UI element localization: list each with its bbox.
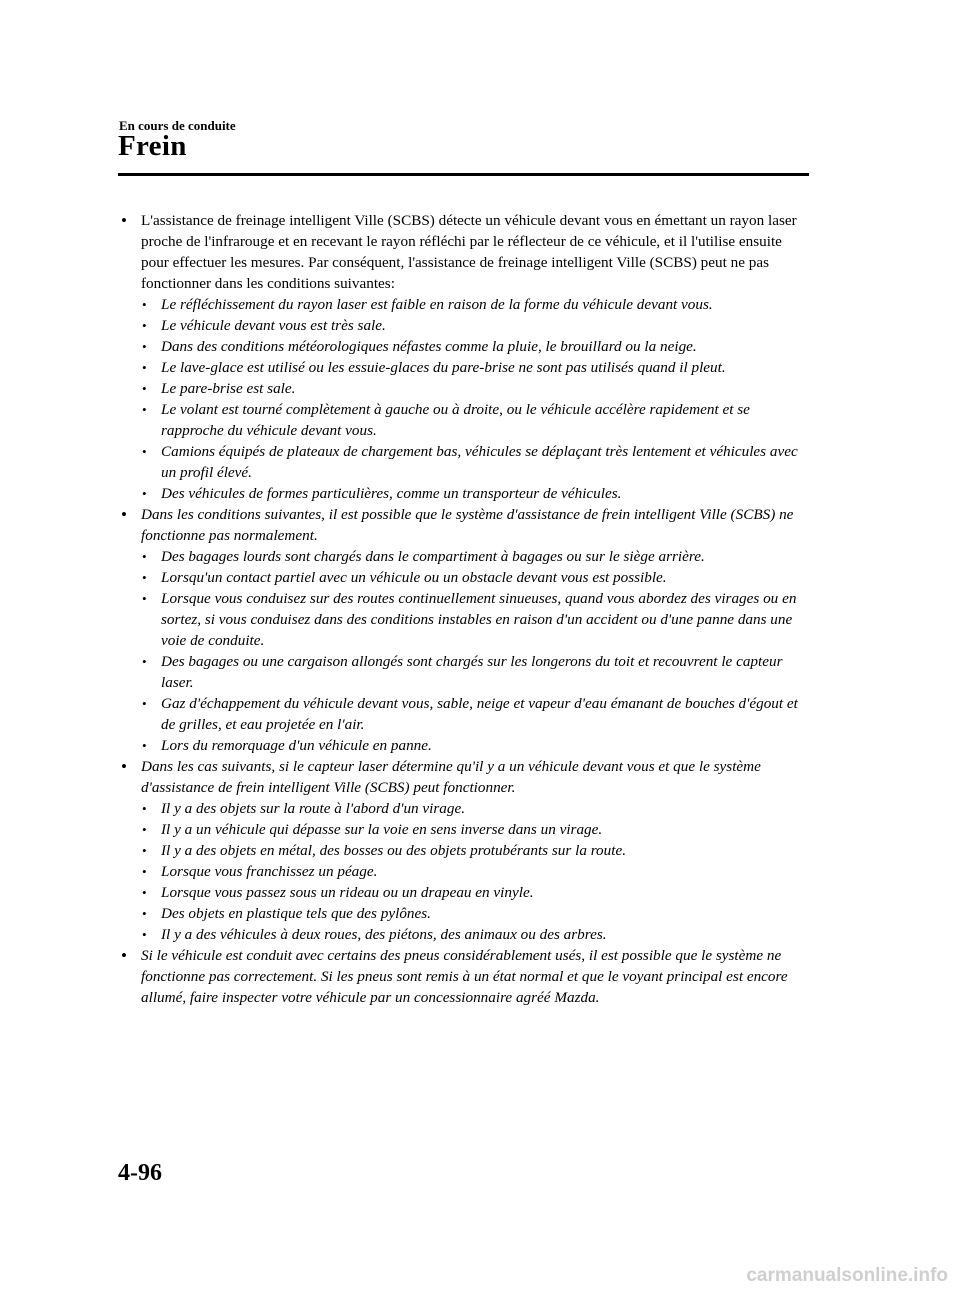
sub-item-text: Le volant est tourné complètement à gauche ou à droite, ou le véhicule accélère rapidement et se rapproche du véhicule devant vous.: [161, 401, 750, 439]
sub-item-text: Des véhicules de formes particulières, comme un transporteur de véhicules.: [161, 485, 622, 502]
sub-item-text: Lorsqu'un contact partiel avec un véhicule ou un obstacle devant vous est possible.: [161, 569, 667, 586]
sub-item-text: Des objets en plastique tels que des pylônes.: [161, 905, 431, 922]
sub-item: [118, 861, 810, 882]
sub-bullet-icon: •: [142, 549, 147, 564]
sub-item: [118, 357, 810, 378]
sub-bullet-icon: •: [142, 738, 147, 753]
sub-item: [118, 882, 810, 903]
sub-item: [118, 399, 810, 441]
bullet-text: Dans les cas suivants, si le capteur laser détermine qu'il y a un véhicule devant vous et que le système d'assistance de frein intelligent Ville (SCBS) peut fonctionner.: [141, 758, 761, 796]
section-label: En cours de conduite: [119, 118, 236, 133]
sub-bullet-icon: •: [142, 654, 147, 669]
sub-item-text: Il y a un véhicule qui dépasse sur la voie en sens inverse dans un virage.: [161, 821, 603, 838]
sub-item-text: Il y a des objets sur la route à l'abord d'un virage.: [161, 800, 466, 817]
sub-item-text: Le véhicule devant vous est très sale.: [161, 317, 386, 334]
sub-bullet-icon: •: [142, 696, 147, 711]
sub-item: [118, 378, 810, 399]
sub-bullet-icon: •: [142, 843, 147, 858]
watermark: carmanualsonline.info: [746, 1265, 948, 1286]
bullet-item-abnormal-conditions: [118, 504, 810, 546]
sub-item: [118, 735, 810, 756]
sub-item-text: Gaz d'échappement du véhicule devant vous, sable, neige et vapeur d'eau émanant de bouches d'égout et de grilles, et eau projetée en l'air.: [161, 695, 798, 733]
sub-item-text: Lorsque vous passez sous un rideau ou un drapeau en vinyle.: [161, 884, 534, 901]
sub-bullet-icon: •: [142, 822, 147, 837]
sub-item-text: Le réfléchissement du rayon laser est faible en raison de la forme du véhicule devant vous.: [161, 296, 713, 313]
sub-item: [118, 483, 810, 504]
bullet-text: L'assistance de freinage intelligent Ville (SCBS) détecte un véhicule devant vous en émettant un rayon laser proche de l'infrarouge et en recevant le rayon réfléchi par le réflecteur de ce véhicule, et il l'utilise ensuite pour effectuer les mesures. Par conséquent, l'assistance de freinage intelligent Ville (SCBS) peut ne pas fonctionner dans les conditions suivantes:: [141, 212, 797, 292]
sub-item-text: Camions équipés de plateaux de chargement bas, véhicules se déplaçant très lentement et véhicules avec un profil élevé.: [161, 443, 798, 481]
sub-item-text: Le lave-glace est utilisé ou les essuie-glaces du pare-brise ne sont pas utilisés quand il pleut.: [161, 359, 726, 376]
sub-bullet-icon: •: [142, 318, 147, 333]
sub-bullet-icon: •: [142, 927, 147, 942]
sub-item: [118, 903, 810, 924]
sub-bullet-icon: •: [142, 486, 147, 501]
sub-item: [118, 546, 810, 567]
bullet-text: Si le véhicule est conduit avec certains des pneus considérablement usés, il est possible que le système ne fonctionne pas correctement. Si les pneus sont remis à un état normal et que le voyant principal est encore allumé, faire inspecter votre véhicule par un concessionnaire agréé Mazda.: [141, 947, 788, 1006]
sub-item-text: Le pare-brise est sale.: [161, 380, 296, 397]
bullet-text: Dans les conditions suivantes, il est possible que le système d'assistance de frein intelligent Ville (SCBS) ne fonctionne pas normalement.: [141, 506, 794, 544]
title-divider: [118, 173, 809, 176]
page-title: Frein: [118, 130, 187, 162]
bullet-icon: •: [121, 946, 127, 965]
bullet-icon: •: [121, 505, 127, 524]
sub-bullet-icon: •: [142, 801, 147, 816]
page-number: 4-96: [118, 1160, 162, 1186]
sub-item-text: Des bagages lourds sont chargés dans le compartiment à bagages ou sur le siège arrière.: [161, 548, 705, 565]
sub-bullet-icon: •: [142, 297, 147, 312]
sub-item-text: Lors du remorquage d'un véhicule en panne.: [161, 737, 432, 754]
sub-bullet-icon: •: [142, 402, 147, 417]
sub-item: [118, 294, 810, 315]
sub-item-text: Il y a des véhicules à deux roues, des piétons, des animaux ou des arbres.: [161, 926, 607, 943]
sub-item: [118, 924, 810, 945]
sub-bullet-icon: •: [142, 885, 147, 900]
sub-item: [118, 567, 810, 588]
sub-item: [118, 819, 810, 840]
sub-item: [118, 651, 810, 693]
sub-item-text: Lorsque vous franchissez un péage.: [161, 863, 378, 880]
bullet-icon: •: [121, 757, 127, 776]
sub-bullet-icon: •: [142, 570, 147, 585]
content-body: [118, 210, 810, 1008]
sub-bullet-icon: •: [142, 381, 147, 396]
sub-item: [118, 798, 810, 819]
sub-item: [118, 441, 810, 483]
sub-item-text: Il y a des objets en métal, des bosses ou des objets protubérants sur la route.: [161, 842, 627, 859]
bullet-icon: •: [121, 211, 127, 230]
bullet-item-worn-tires: [118, 945, 810, 1008]
sub-item-text: Des bagages ou une cargaison allongés sont chargés sur les longerons du toit et recouvrent le capteur laser.: [161, 653, 783, 691]
sub-item: [118, 693, 810, 735]
sub-item: [118, 315, 810, 336]
sub-item: [118, 336, 810, 357]
sub-bullet-icon: •: [142, 360, 147, 375]
sub-bullet-icon: •: [142, 591, 147, 606]
sub-bullet-icon: •: [142, 339, 147, 354]
sub-bullet-icon: •: [142, 864, 147, 879]
sub-bullet-icon: •: [142, 906, 147, 921]
bullet-item-laser-detection: [118, 210, 810, 294]
bullet-item-false-detection: [118, 756, 810, 798]
sub-bullet-icon: •: [142, 444, 147, 459]
sub-item: [118, 588, 810, 651]
sub-item: [118, 840, 810, 861]
sub-item-text: Lorsque vous conduisez sur des routes continuellement sinueuses, quand vous abordez des virages ou en sortez, si vous conduisez dans des conditions instables en raison d'un accident ou d'une panne dans une voie de conduite.: [161, 590, 797, 649]
sub-item-text: Dans des conditions météorologiques néfastes comme la pluie, le brouillard ou la neige.: [161, 338, 697, 355]
